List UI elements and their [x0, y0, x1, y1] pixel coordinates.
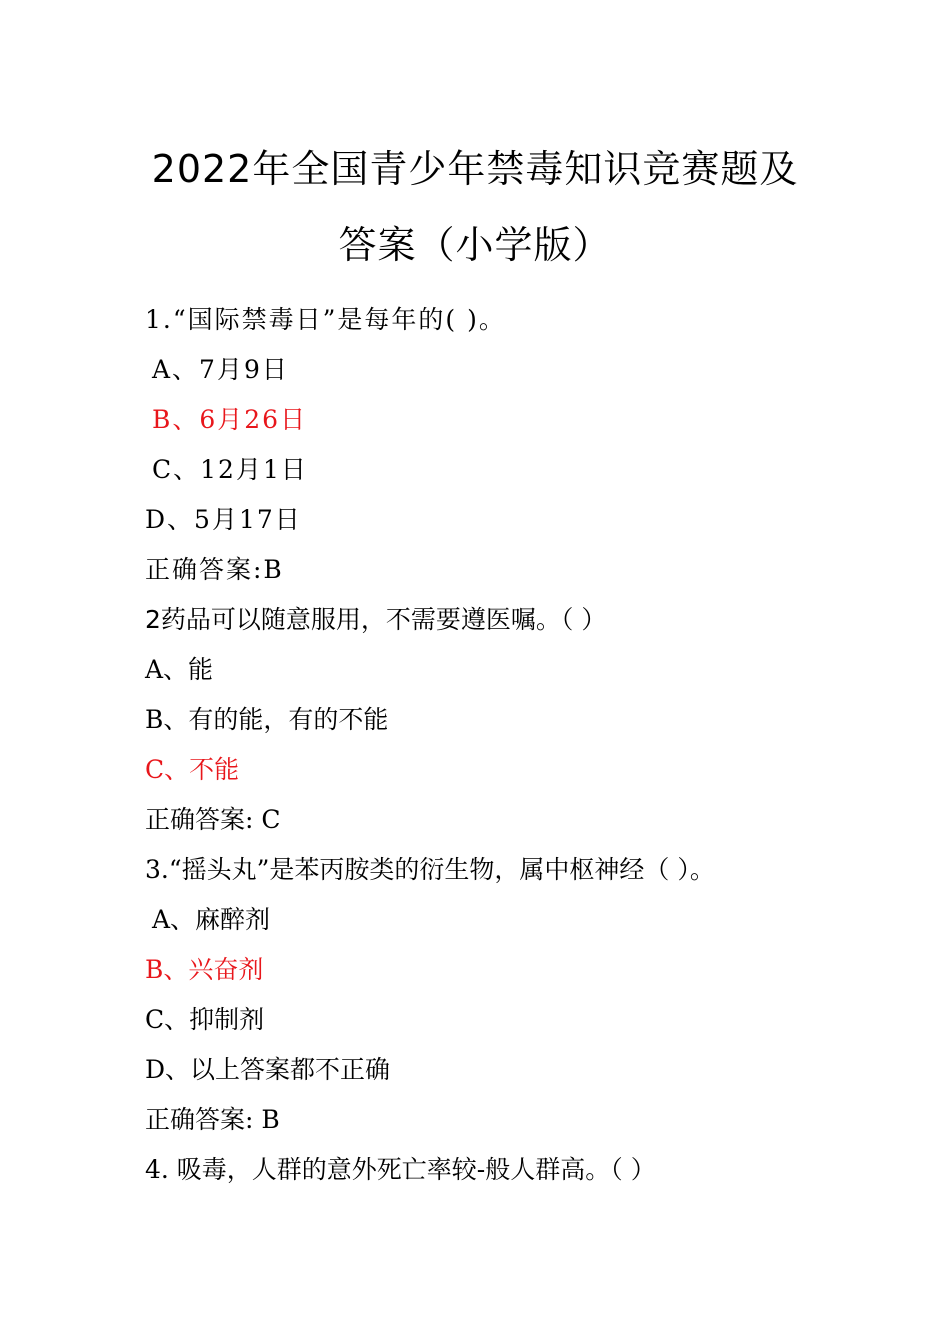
question-2-answer: 正确答案: C	[145, 805, 281, 834]
question-1-text: 1.“国际禁毒日”是每年的( )。	[145, 305, 506, 334]
question-1-option-a: A、7月9日	[152, 355, 289, 384]
question-1-option-b-correct: B、6月26日	[152, 405, 308, 434]
question-3-option-c: C、抑制剂	[145, 1005, 265, 1034]
question-3-option-d: D、以上答案都不正确	[145, 1055, 391, 1084]
question-2-text: 2药品可以随意服用，不需要遵医嘱。（ ）	[145, 605, 607, 634]
question-1-answer: 正确答案:B	[145, 555, 284, 584]
question-1-option-d: D、5月17日	[145, 505, 302, 534]
question-3-option-a: A、麻醉剂	[152, 905, 271, 934]
question-4-text: 4. 吸毒，人群的意外死亡率较-般人群高。（ ）	[145, 1155, 656, 1184]
question-3-option-b-correct: B、兴奋剂	[145, 955, 264, 984]
question-2-option-c-correct: C、不能	[145, 755, 240, 784]
question-3-answer: 正确答案: B	[145, 1105, 280, 1134]
question-2-option-b: B、有的能，有的不能	[145, 705, 389, 734]
document-title-line2: 答案（小学版）	[338, 223, 612, 267]
question-1-option-c: C、12月1日	[152, 455, 308, 484]
document-title-line1: 2022年全国青少年禁毒知识竞赛题及	[151, 147, 799, 191]
question-3-text: 3.“摇头丸”是苯丙胺类的衍生物，属中枢神经（ ）。	[145, 855, 715, 884]
question-2-option-a: A、能	[145, 655, 214, 684]
